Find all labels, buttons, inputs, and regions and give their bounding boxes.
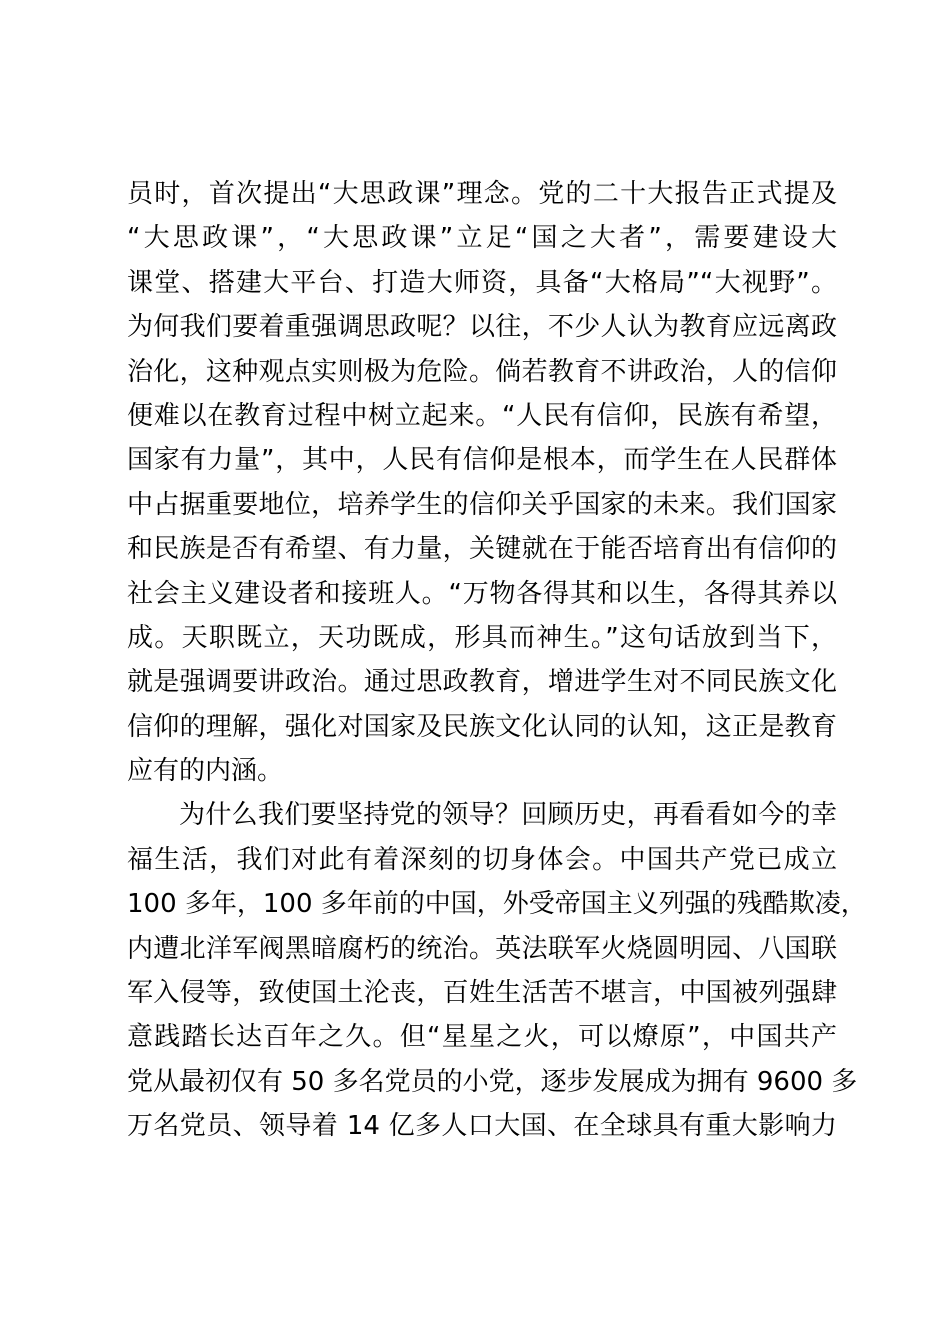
text-line: 治化，这种观点实则极为危险。倘若教育不讲政治，人的信仰	[127, 356, 837, 387]
text-line: 万名党员、领导着 14 亿多人口大国、在全球具有重大影响力	[127, 1111, 837, 1142]
text-line: 中占据重要地位，培养学生的信仰关乎国家的未来。我们国家	[127, 489, 837, 520]
text-line: 成。天职既立，天功既成，形具而神生。”这句话放到当下，	[127, 622, 837, 653]
text-line: 就是强调要讲政治。通过思政教育，增进学生对不同民族文化	[127, 667, 837, 698]
paragraph-2	[127, 793, 867, 1148]
text-line: 内遭北洋军阀黑暗腐朽的统治。英法联军火烧圆明园、八国联	[127, 933, 837, 964]
text-line: 意践踏长达百年之久。但“星星之火，可以燎原”，中国共产	[127, 1022, 837, 1053]
text-line: 国家有力量”，其中，人民有信仰是根本，而学生在人民群体	[127, 445, 837, 476]
text-line: 党从最初仅有 50 多名党员的小党，逐步发展成为拥有 9600 多	[127, 1066, 858, 1097]
text-line: 为何我们要着重强调思政呢？以往，不少人认为教育应远离政	[127, 312, 837, 343]
text-line: 信仰的理解，强化对国家及民族文化认同的认知，这正是教育	[127, 711, 837, 742]
text-line: 课堂、搭建大平台、打造大师资，具备“大格局”“大视野”。	[127, 267, 837, 298]
text-line: 社会主义建设者和接班人。“万物各得其和以生，各得其养以	[127, 578, 837, 609]
text-line: 员时，首次提出“大思政课”理念。党的二十大报告正式提及	[127, 179, 837, 209]
paragraph-1	[127, 172, 837, 793]
text-line: 和民族是否有希望、有力量，关键就在于能否培育出有信仰的	[127, 534, 837, 565]
text-line: 为什么我们要坚持党的领导？回顾历史，再看看如今的幸	[179, 800, 837, 831]
text-line: 军入侵等，致使国土沦丧，百姓生活苦不堪言，中国被列强肆	[127, 978, 837, 1009]
text-line: “大思政课”，“大思政课”立足“国之大者”，需要建设大	[127, 223, 837, 254]
text-line: 100 多年，100 多年前的中国，外受帝国主义列强的残酷欺凌，	[127, 889, 867, 920]
text-line: 福生活，我们对此有着深刻的切身体会。中国共产党已成立	[127, 844, 837, 875]
body-text	[127, 172, 867, 1149]
text-line: 便难以在教育过程中树立起来。“人民有信仰，民族有希望，	[127, 400, 837, 431]
text-line: 应有的内涵。	[127, 756, 284, 787]
